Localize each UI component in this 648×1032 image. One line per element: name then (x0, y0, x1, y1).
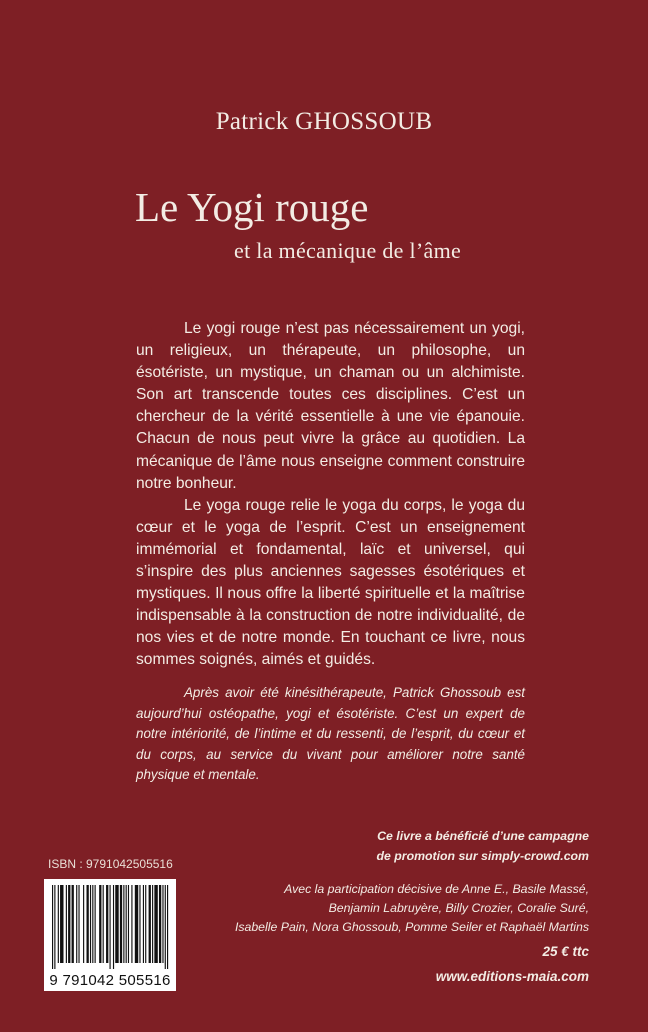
barcode-bar (139, 885, 140, 963)
barcode-bar (76, 885, 77, 963)
barcode-bar (135, 885, 138, 963)
publisher-website: www.editions-maia.com (435, 969, 589, 984)
barcode-bar (72, 885, 74, 963)
barcode (44, 879, 176, 991)
credits (235, 880, 589, 937)
campaign-line: Ce livre a bénéficié d’une campagne (377, 829, 589, 843)
barcode-bar (159, 885, 161, 963)
barcode-bar (87, 885, 89, 963)
barcode-digits: 9 791042 505516 (49, 972, 171, 989)
barcode-bar (90, 885, 91, 963)
barcode-bar (83, 885, 84, 963)
barcode-bar (152, 885, 153, 963)
barcode-bar (78, 885, 79, 963)
barcode-bar (66, 885, 67, 963)
barcode-bar (92, 885, 93, 963)
barcode-bar (99, 885, 101, 963)
campaign-notice (377, 826, 590, 866)
price: 25 € ttc (542, 944, 589, 959)
barcode-bar (167, 885, 168, 969)
barcode-bar (165, 885, 166, 969)
barcode-bar (110, 885, 111, 969)
barcode-bar (123, 885, 124, 963)
isbn-label: ISBN : 9791042505516 (48, 857, 173, 871)
barcode-bar (113, 885, 114, 969)
barcode-bar (149, 885, 151, 963)
credits-line: Avec la participation décisive de Anne E., Basile Massé, (284, 882, 589, 896)
blurb-paragraph: Le yoga rouge relie le yoga du corps, le yoga du cœur et le yoga de l’esprit. C’est un enseignement immémorial et fondamental, laïc et universel, qui s’inspire des plus anciennes sagesses ésotériques et mystiques. Il nous offre la liberté spirituelle et la maîtrise indispensable à la construction de notre individualité, de nos vies et de notre monde. En touchant ce livre, nous sommes soignés, aimés et guidés. (136, 496, 525, 669)
barcode-bar (145, 885, 146, 963)
barcode-bar (131, 885, 132, 963)
barcode-bar (154, 885, 157, 963)
barcode-bar (95, 885, 96, 963)
author-bio (136, 683, 525, 786)
barcode-bar (54, 885, 55, 969)
barcode-bar (58, 885, 59, 963)
barcode-bar (115, 885, 118, 963)
blurb-paragraph: Le yogi rouge n’est pas nécessairement un yogi, un religieux, un thérapeute, un philosophe, un ésotériste, un mystique, un chaman ou un alchimiste. Son art transcende toutes ces disciplines. C’est un chercheur de la vérité essentielle à une vie épanouie. Chacun de nous peut vivre la grâce au quotidien. La mécanique de l’âme nous enseigne comment construire notre bonheur. (136, 320, 525, 492)
barcode-bar (120, 885, 122, 963)
barcode-bar (128, 885, 129, 963)
campaign-line: de promotion sur simply-crowd.com (376, 849, 589, 863)
barcode-bar (103, 885, 104, 963)
credits-line: Isabelle Pain, Nora Ghossoub, Pomme Seiler et Raphaël Martins (234, 920, 589, 934)
barcode-bar (106, 885, 108, 963)
barcode-bar (126, 885, 127, 963)
book-title: Le Yogi rouge (135, 184, 369, 230)
barcode-bar (60, 885, 63, 963)
book-subtitle: et la mécanique de l’âme (234, 238, 462, 263)
barcode-bar (68, 885, 70, 963)
credits-line: Benjamin Labruyère, Billy Crozier, Coralie Suré, (328, 901, 589, 915)
barcode-bar (52, 885, 53, 969)
barcode-bar (162, 885, 163, 963)
barcode-bar (143, 885, 144, 963)
blurb (136, 318, 525, 672)
author-bio-text: Après avoir été kinésithérapeute, Patrick Ghossoub est aujourd’hui ostéopathe, yogi et ésotériste. C’est un expert de notre intériorité, de l’intime et du ressenti, de l’esprit, du cœur et du corps, au service du vivant pour améliorer notre santé physique et mentale. (136, 685, 525, 783)
author-name: Patrick GHOSSOUB (215, 108, 433, 135)
barcode-bars (50, 885, 170, 969)
